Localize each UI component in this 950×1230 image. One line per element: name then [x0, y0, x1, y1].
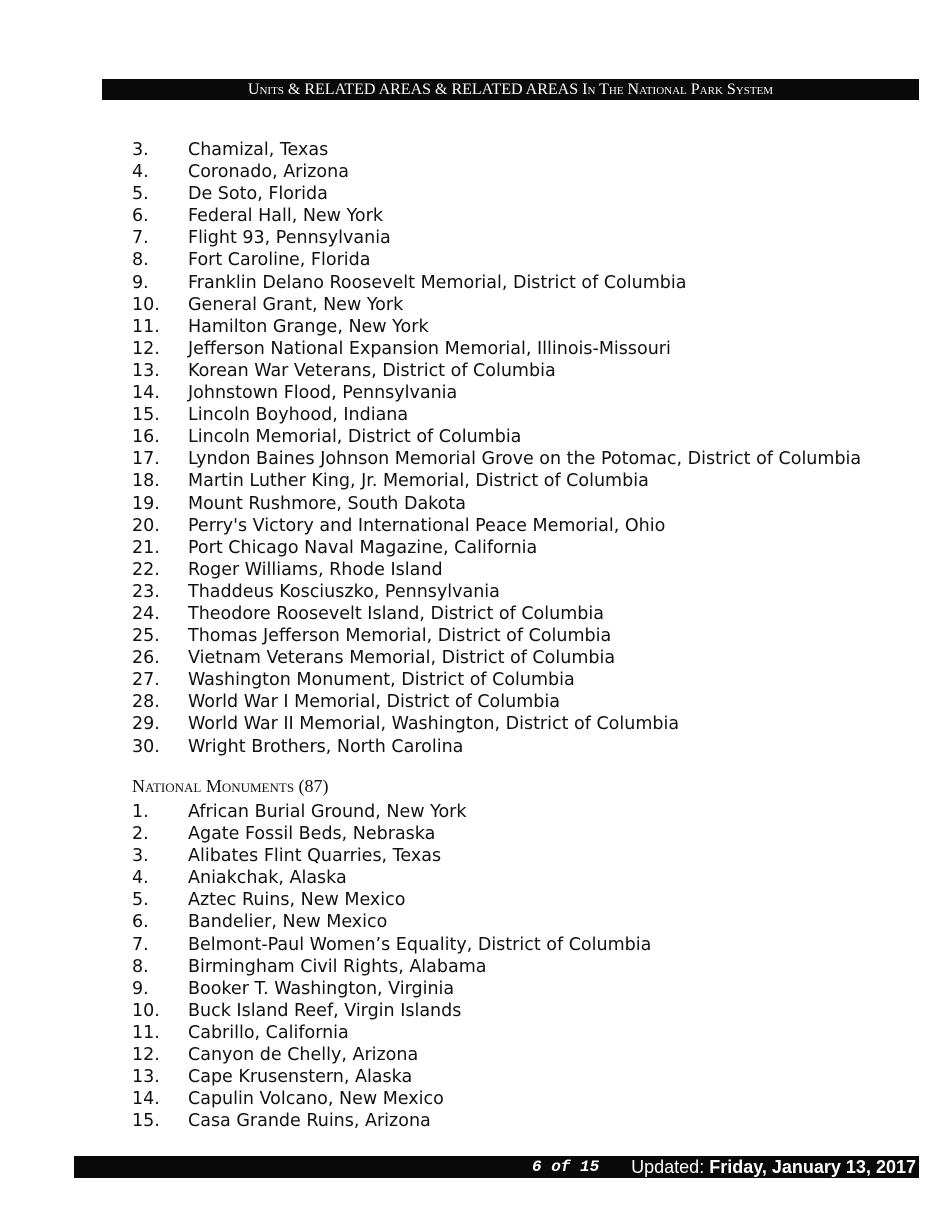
list-item-number: 15. — [132, 1111, 160, 1132]
list-item — [0, 669, 950, 691]
list-item-number: 5. — [132, 890, 149, 911]
list-item — [0, 183, 950, 205]
list-item-text: Johnstown Flood, Pennsylvania — [188, 383, 458, 404]
list-item-text: Casa Grande Ruins, Arizona — [188, 1111, 431, 1132]
list-item-text: Bandelier, New Mexico — [188, 912, 388, 933]
list-item — [0, 537, 950, 559]
list-item-number: 26. — [132, 648, 160, 669]
list-item — [0, 934, 950, 956]
list-item-number: 13. — [132, 1067, 160, 1088]
list-item-number: 30. — [132, 736, 160, 757]
list-item-text: Cabrillo, California — [188, 1022, 349, 1043]
list-item-number: 28. — [132, 692, 160, 713]
list-item — [0, 647, 950, 669]
list-item-text: Buck Island Reef, Virgin Islands — [188, 1000, 462, 1021]
list-item-number: 23. — [132, 581, 160, 602]
list-item — [0, 1088, 950, 1110]
list-item-text: Lyndon Baines Johnson Memorial Grove on the Potomac, District of Columbia — [188, 449, 862, 470]
list-item-number: 15. — [132, 405, 160, 426]
list-item — [0, 801, 950, 823]
updated-date-value: Friday, January 13, 2017 — [709, 1157, 916, 1177]
list-item — [0, 139, 950, 161]
list-item-number: 4. — [132, 868, 149, 889]
list-item — [0, 272, 950, 294]
list-item — [0, 404, 950, 426]
list-item — [0, 978, 950, 1000]
page-number: 6 of 15 — [532, 1158, 600, 1176]
list-item — [0, 1110, 950, 1132]
list-item-number: 1. — [132, 802, 149, 822]
list-item-number: 4. — [132, 162, 149, 183]
list-item-text: Booker T. Washington, Virginia — [188, 978, 455, 999]
list-item-text: Lincoln Boyhood, Indiana — [188, 405, 409, 426]
list-item — [0, 360, 950, 382]
list-item-number: 25. — [132, 626, 160, 647]
list-item-number: 11. — [132, 316, 160, 337]
list-item — [0, 559, 950, 581]
list-item — [0, 911, 950, 933]
list-item-text: Fort Caroline, Florida — [188, 250, 371, 271]
list-item-number: 27. — [132, 670, 160, 691]
list-item — [0, 867, 950, 889]
list-item-number: 11. — [132, 1022, 160, 1043]
list-item-text: Aztec Ruins, New Mexico — [188, 890, 406, 911]
list-item-number: 14. — [132, 1089, 160, 1110]
list-item-number: 10. — [132, 1000, 160, 1021]
list-item-number: 9. — [132, 272, 149, 293]
list-item-text: World War II Memorial, Washington, District of Columbia — [188, 714, 680, 735]
list-item-text: Wright Brothers, North Carolina — [188, 736, 464, 757]
list-item-number: 19. — [132, 493, 160, 514]
list-item-number: 7. — [132, 934, 149, 955]
list-item-text: Lincoln Memorial, District of Columbia — [188, 427, 522, 448]
list-item-number: 20. — [132, 515, 160, 536]
list-item-number: 8. — [132, 956, 149, 977]
list-item-number: 16. — [132, 427, 160, 448]
list-item — [0, 493, 950, 515]
list-item-number: 17. — [132, 449, 160, 470]
list-item-text: Roger Williams, Rhode Island — [188, 559, 443, 580]
list-item-number: 24. — [132, 603, 160, 624]
page-footer — [74, 1156, 919, 1178]
header-title: Units & RELATED AREAS & RELATED AREAS In The National Park System — [247, 81, 774, 98]
list-item — [0, 603, 950, 625]
page-header — [102, 79, 919, 100]
list-item-text: Jefferson National Expansion Memorial, Illinois-Missouri — [188, 338, 671, 359]
list-item-text: Flight 93, Pennsylvania — [188, 228, 391, 249]
list-item-number: 12. — [132, 1045, 160, 1066]
list-item-text: Hamilton Grange, New York — [188, 316, 429, 337]
list-item — [0, 736, 950, 758]
list-item — [0, 581, 950, 603]
updated-date — [631, 1156, 916, 1178]
list-item — [0, 1066, 950, 1088]
list-item-text: Port Chicago Naval Magazine, California — [188, 537, 538, 558]
list-item — [0, 470, 950, 492]
list-item-text: Agate Fossil Beds, Nebraska — [188, 824, 436, 845]
memorials-list — [0, 139, 950, 758]
list-item-number: 6. — [132, 206, 149, 227]
list-item-text: World War I Memorial, District of Columbia — [188, 692, 560, 713]
list-item-text: Alibates Flint Quarries, Texas — [188, 846, 442, 867]
updated-label: Updated: — [631, 1157, 710, 1177]
list-item-number: 3. — [132, 140, 149, 160]
list-item-number: 13. — [132, 360, 160, 381]
list-item-text: Cape Krusenstern, Alaska — [188, 1067, 413, 1088]
list-item-text: Aniakchak, Alaska — [188, 868, 347, 889]
list-item-text: Mount Rushmore, South Dakota — [188, 493, 466, 514]
list-item-text: Birmingham Civil Rights, Alabama — [188, 956, 487, 977]
list-item — [0, 249, 950, 271]
list-item-text: Thomas Jefferson Memorial, District of Columbia — [188, 626, 612, 647]
list-item-text: General Grant, New York — [188, 294, 404, 315]
list-item-text: Federal Hall, New York — [188, 206, 383, 227]
list-item-text: African Burial Ground, New York — [188, 802, 467, 822]
list-item-text: Canyon de Chelly, Arizona — [188, 1045, 419, 1066]
list-item-number: 10. — [132, 294, 160, 315]
list-item — [0, 713, 950, 735]
list-item-number: 9. — [132, 978, 149, 999]
list-item-text: Theodore Roosevelt Island, District of Columbia — [188, 603, 604, 624]
list-item-number: 18. — [132, 471, 160, 492]
list-item — [0, 956, 950, 978]
list-item-text: Perry's Victory and International Peace Memorial, Ohio — [188, 515, 666, 536]
list-item — [0, 625, 950, 647]
list-item-number: 14. — [132, 383, 160, 404]
national-monuments-list — [0, 801, 950, 1132]
list-item-text: Belmont-Paul Women’s Equality, District of Columbia — [188, 934, 652, 955]
list-item — [0, 691, 950, 713]
list-item — [0, 845, 950, 867]
list-item-number: 3. — [132, 846, 149, 867]
list-item — [0, 515, 950, 537]
list-item — [0, 1000, 950, 1022]
list-item — [0, 823, 950, 845]
list-item — [0, 889, 950, 911]
list-item — [0, 161, 950, 183]
list-item-text: Coronado, Arizona — [188, 162, 349, 183]
list-item-text: Vietnam Veterans Memorial, District of Columbia — [188, 648, 616, 669]
section-heading-national-monuments: National Monuments (87) — [132, 776, 329, 796]
list-item-number: 6. — [132, 912, 149, 933]
list-item-number: 22. — [132, 559, 160, 580]
list-item-number: 12. — [132, 338, 160, 359]
list-item-text: Thaddeus Kosciuszko, Pennsylvania — [188, 581, 500, 602]
list-item-text: Washington Monument, District of Columbia — [188, 670, 575, 691]
list-item-number: 29. — [132, 714, 160, 735]
list-item-text: Martin Luther King, Jr. Memorial, District of Columbia — [188, 471, 649, 492]
list-item-text: Chamizal, Texas — [188, 140, 329, 160]
list-item-number: 2. — [132, 824, 149, 845]
list-item-number: 5. — [132, 184, 149, 205]
list-item-number: 7. — [132, 228, 149, 249]
list-item-text: Korean War Veterans, District of Columbia — [188, 360, 556, 381]
list-item — [0, 338, 950, 360]
list-item — [0, 1044, 950, 1066]
list-item — [0, 448, 950, 470]
list-item — [0, 1022, 950, 1044]
list-item — [0, 205, 950, 227]
list-item-text: Capulin Volcano, New Mexico — [188, 1089, 444, 1110]
list-item — [0, 294, 950, 316]
list-item — [0, 227, 950, 249]
list-item-text: De Soto, Florida — [188, 184, 328, 205]
list-item-number: 8. — [132, 250, 149, 271]
list-item — [0, 316, 950, 338]
list-item-number: 21. — [132, 537, 160, 558]
list-item-text: Franklin Delano Roosevelt Memorial, District of Columbia — [188, 272, 687, 293]
list-item — [0, 382, 950, 404]
list-item — [0, 426, 950, 448]
